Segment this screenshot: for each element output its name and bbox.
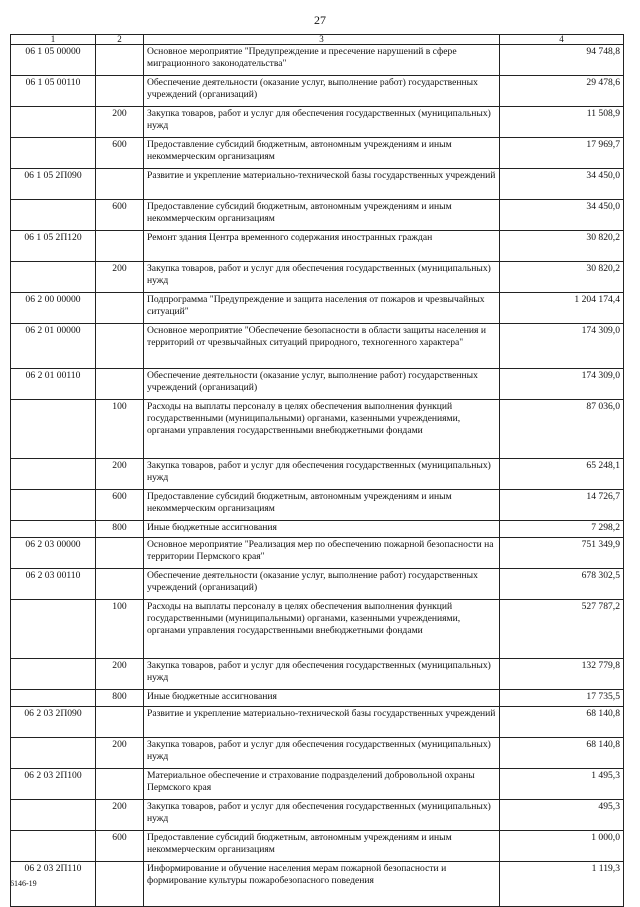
row-amount: 678 302,5 [500,569,624,600]
row-expense-type: 200 [96,459,144,490]
row-code: 06 2 03 2П090 [11,707,96,738]
page-number: 27 [314,13,326,27]
table-row [11,738,624,769]
row-expense-type [96,169,144,200]
row-expense-type: 200 [96,659,144,690]
row-name: Расходы на выплаты персоналу в целях обеспечения выполнения функций государственными (муниципальными) органами, казенными учреждениями, органами управления государственными внебюджетными фондами [144,600,500,659]
table-row [11,800,624,831]
row-name: Предоставление субсидий бюджетным, автономным учреждениям и иным некоммерческим организациям [144,490,500,521]
row-amount: 14 726,7 [500,490,624,521]
row-amount: 30 820,2 [500,262,624,293]
row-amount: 1 204 174,4 [500,293,624,324]
row-name: Обеспечение деятельности (оказание услуг, выполнение работ) государственных учреждений (организаций) [144,569,500,600]
row-expense-type: 200 [96,262,144,293]
row-amount: 17 969,7 [500,138,624,169]
row-expense-type [96,324,144,369]
row-amount: 94 748,8 [500,45,624,76]
table-row [11,831,624,862]
table-row [11,569,624,600]
row-expense-type: 100 [96,400,144,459]
row-amount: 34 450,0 [500,169,624,200]
row-expense-type [96,293,144,324]
row-name: Закупка товаров, работ и услуг для обеспечения государственных (муниципальных) нужд [144,459,500,490]
row-code [11,262,96,293]
row-name: Закупка товаров, работ и услуг для обеспечения государственных (муниципальных) нужд [144,738,500,769]
column-header-4: 4 [500,35,624,45]
table-row [11,707,624,738]
row-expense-type: 600 [96,200,144,231]
row-expense-type: 200 [96,738,144,769]
row-code: 06 2 03 00000 [11,538,96,569]
row-name: Предоставление субсидий бюджетным, автономным учреждениям и иным некоммерческим организациям [144,200,500,231]
budget-table [10,34,624,907]
table-row [11,324,624,369]
table-row [11,459,624,490]
row-expense-type [96,76,144,107]
table-header-row [11,35,624,45]
row-amount: 1 119,3 [500,862,624,907]
row-name: Обеспечение деятельности (оказание услуг, выполнение работ) государственных учреждений (организаций) [144,76,500,107]
row-amount: 1 000,0 [500,831,624,862]
row-expense-type: 200 [96,107,144,138]
row-name: Закупка товаров, работ и услуг для обеспечения государственных (муниципальных) нужд [144,262,500,293]
row-code [11,107,96,138]
row-name: Подпрограмма "Предупреждение и защита населения от пожаров и чрезвычайных ситуаций" [144,293,500,324]
row-amount: 7 298,2 [500,521,624,538]
row-code [11,490,96,521]
row-expense-type: 600 [96,490,144,521]
row-expense-type [96,769,144,800]
row-amount: 17 735,5 [500,690,624,707]
row-expense-type [96,45,144,76]
row-amount: 174 309,0 [500,369,624,400]
row-code: 06 1 05 2П120 [11,231,96,262]
row-code [11,800,96,831]
row-name: Расходы на выплаты персоналу в целях обеспечения выполнения функций государственными (муниципальными) органами, казенными учреждениями, органами управления государственными внебюджетными фондами [144,400,500,459]
row-code: 06 1 05 2П090 [11,169,96,200]
row-name: Иные бюджетные ассигнования [144,521,500,538]
table-row [11,659,624,690]
row-amount: 174 309,0 [500,324,624,369]
table-row [11,293,624,324]
row-amount: 29 478,6 [500,76,624,107]
row-code [11,400,96,459]
table-row [11,490,624,521]
row-expense-type [96,231,144,262]
row-name: Основное мероприятие "Реализация мер по обеспечению пожарной безопасности на территории Пермского края" [144,538,500,569]
row-amount: 87 036,0 [500,400,624,459]
row-amount: 132 779,8 [500,659,624,690]
row-amount: 34 450,0 [500,200,624,231]
row-name: Обеспечение деятельности (оказание услуг, выполнение работ) государственных учреждений (организаций) [144,369,500,400]
row-name: Закупка товаров, работ и услуг для обеспечения государственных (муниципальных) нужд [144,107,500,138]
row-code: 06 1 05 00110 [11,76,96,107]
table-row [11,262,624,293]
row-name: Основное мероприятие "Предупреждение и пресечение нарушений в сфере миграционного законодательства" [144,45,500,76]
column-header-1: 1 [11,35,96,45]
row-code [11,738,96,769]
row-expense-type [96,369,144,400]
table-row [11,769,624,800]
row-code [11,831,96,862]
row-code: 06 2 03 2П110 [11,862,96,907]
row-expense-type: 800 [96,690,144,707]
row-code: 06 2 01 00110 [11,369,96,400]
row-amount: 68 140,8 [500,738,624,769]
row-amount: 527 787,2 [500,600,624,659]
row-code [11,659,96,690]
row-name: Основное мероприятие "Обеспечение безопасности в области защиты населения и территорий от чрезвычайных ситуаций природного, техногенного характера" [144,324,500,369]
row-expense-type: 600 [96,831,144,862]
row-code [11,600,96,659]
table-row [11,690,624,707]
table-row [11,45,624,76]
row-expense-type: 800 [96,521,144,538]
column-header-2: 2 [96,35,144,45]
row-code [11,138,96,169]
table-row [11,200,624,231]
row-name: Информирование и обучение населения мерам пожарной безопасности и формирование культуры пожаробезопасного поведения [144,862,500,907]
row-name: Иные бюджетные ассигнования [144,690,500,707]
row-code [11,200,96,231]
row-expense-type [96,569,144,600]
row-name: Закупка товаров, работ и услуг для обеспечения государственных (муниципальных) нужд [144,659,500,690]
table-row [11,138,624,169]
table-row [11,600,624,659]
row-name: Развитие и укрепление материально-технической базы государственных учреждений [144,169,500,200]
row-code [11,459,96,490]
footer-document-code: 6146-19 [10,879,37,888]
table-row [11,521,624,538]
row-amount: 751 349,9 [500,538,624,569]
row-name: Предоставление субсидий бюджетным, автономным учреждениям и иным некоммерческим организациям [144,831,500,862]
row-amount: 1 495,3 [500,769,624,800]
row-expense-type: 600 [96,138,144,169]
row-name: Материальное обеспечение и страхование подразделений добровольной охраны Пермского края [144,769,500,800]
row-name: Развитие и укрепление материально-технической базы государственных учреждений [144,707,500,738]
table-row [11,169,624,200]
table-row [11,862,624,907]
row-expense-type [96,538,144,569]
row-amount: 11 508,9 [500,107,624,138]
row-amount: 65 248,1 [500,459,624,490]
row-expense-type [96,707,144,738]
table-row [11,231,624,262]
row-code [11,521,96,538]
row-code: 06 1 05 00000 [11,45,96,76]
table-row [11,538,624,569]
table-row [11,107,624,138]
row-name: Закупка товаров, работ и услуг для обеспечения государственных (муниципальных) нужд [144,800,500,831]
row-expense-type: 200 [96,800,144,831]
row-amount: 30 820,2 [500,231,624,262]
row-amount: 68 140,8 [500,707,624,738]
row-code [11,690,96,707]
row-expense-type [96,862,144,907]
table-row [11,400,624,459]
row-code: 06 2 00 00000 [11,293,96,324]
column-header-3: 3 [144,35,500,45]
table-row [11,369,624,400]
table-row [11,76,624,107]
row-expense-type: 100 [96,600,144,659]
row-code: 06 2 03 00110 [11,569,96,600]
row-name: Ремонт здания Центра временного содержания иностранных граждан [144,231,500,262]
row-code: 06 2 01 00000 [11,324,96,369]
row-amount: 495,3 [500,800,624,831]
row-name: Предоставление субсидий бюджетным, автономным учреждениям и иным некоммерческим организациям [144,138,500,169]
row-code: 06 2 03 2П100 [11,769,96,800]
